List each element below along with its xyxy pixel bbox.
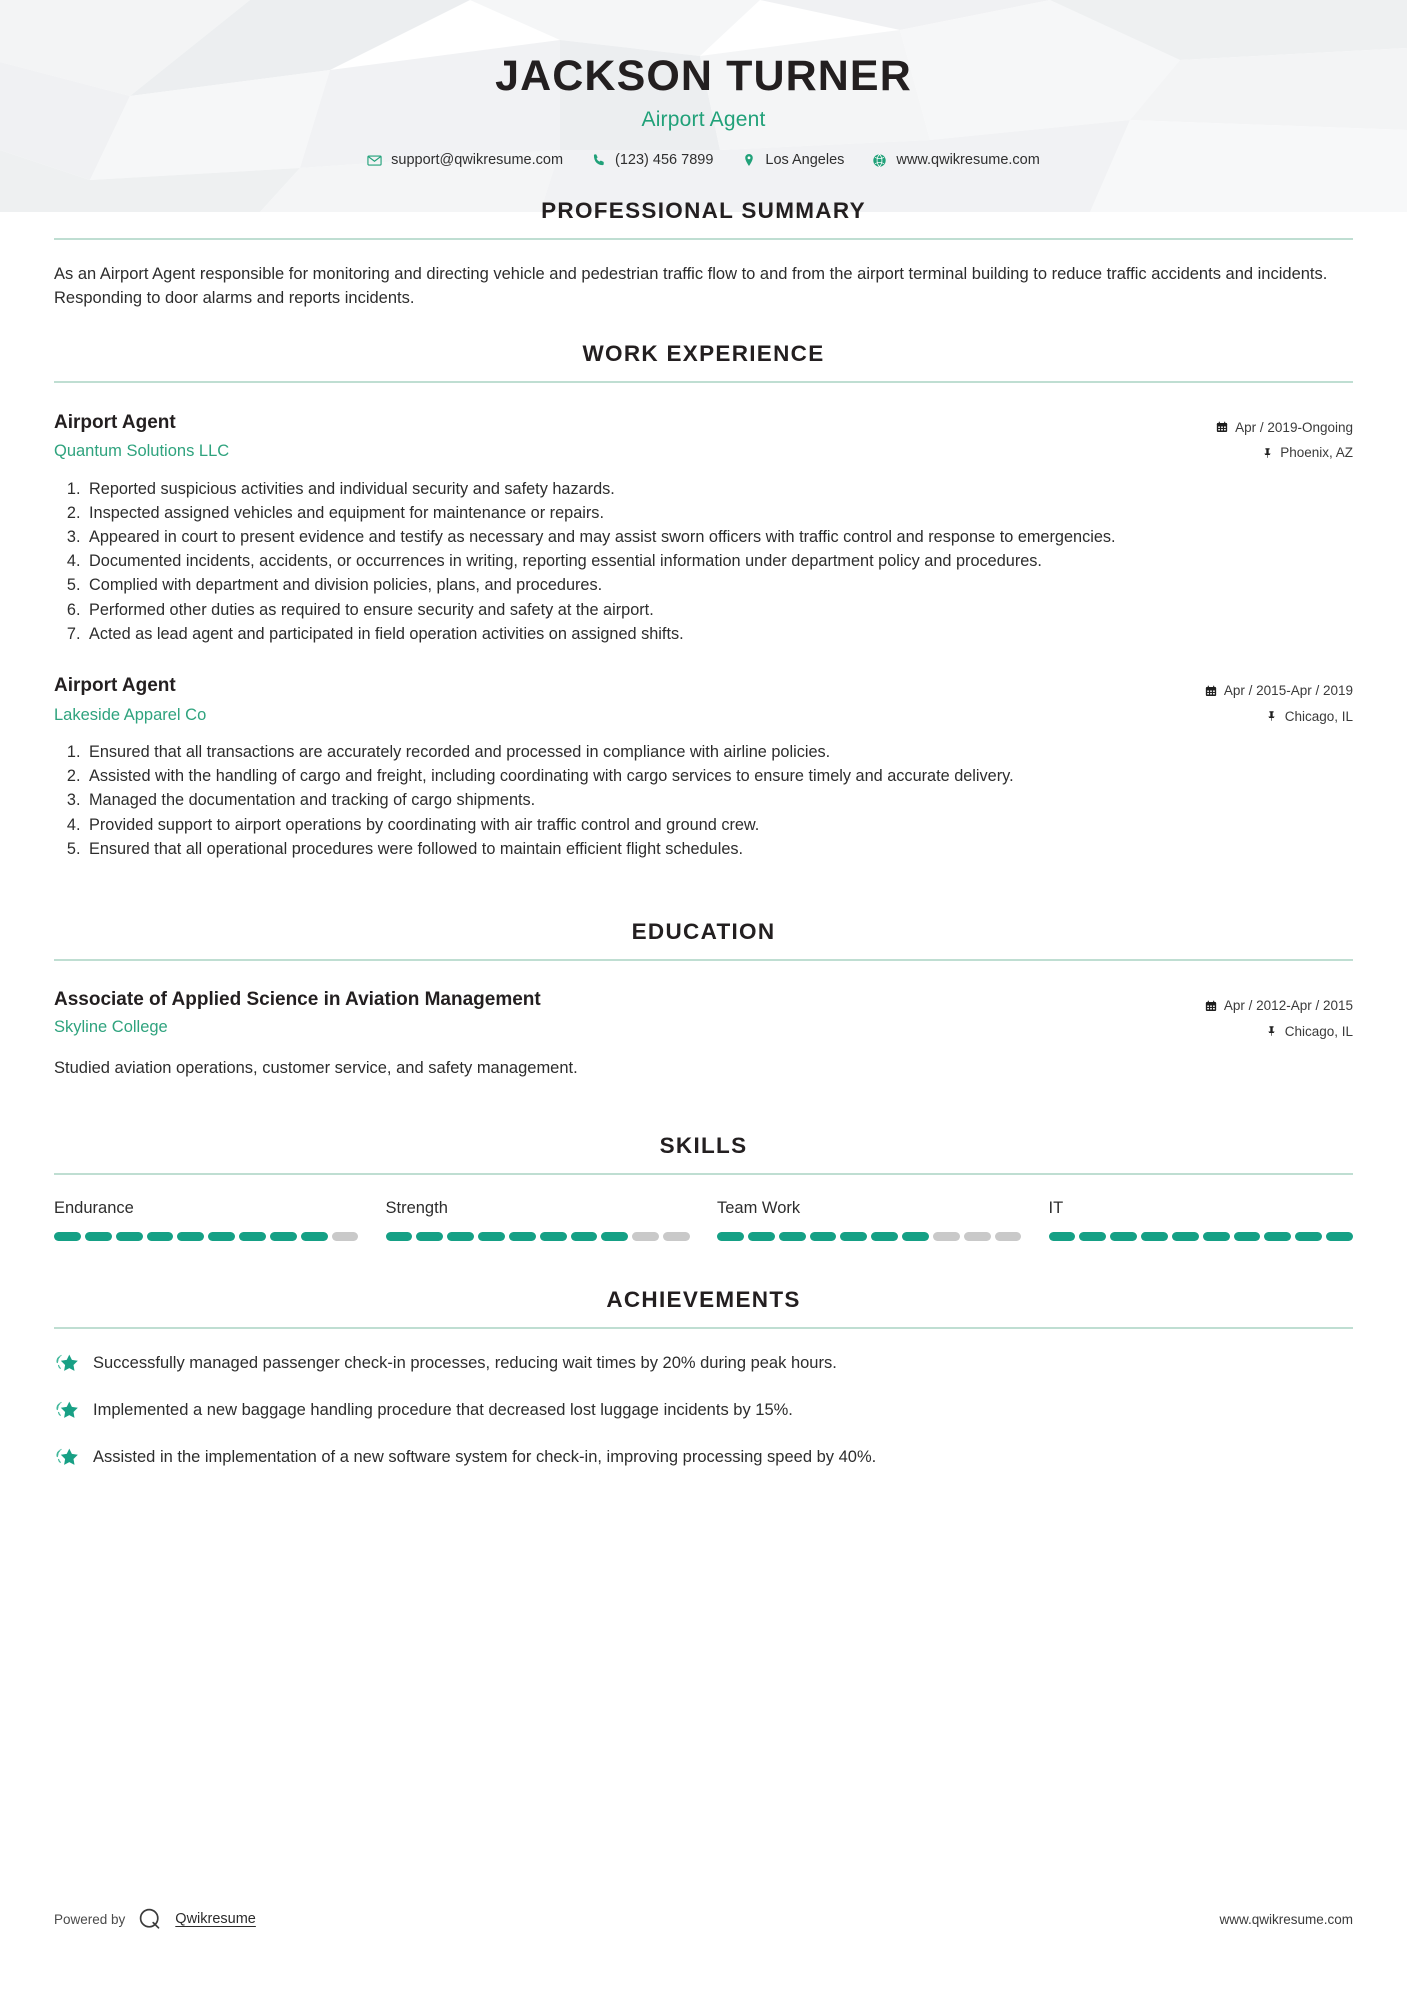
education-description: Studied aviation operations, customer service, and safety management. bbox=[54, 1059, 578, 1078]
skill-segment bbox=[1049, 1232, 1076, 1241]
skill-segment bbox=[1203, 1232, 1230, 1241]
list-item: 4. Documented incidents, accidents, or occurrences in writing, reporting essential information under department policy and procedures. bbox=[85, 550, 1353, 573]
skill-segment bbox=[1110, 1232, 1137, 1241]
qwikresume-logo-icon bbox=[137, 1906, 163, 1932]
skill-segment bbox=[964, 1232, 991, 1241]
experience-entry-meta bbox=[1205, 674, 1353, 729]
contact-location[interactable] bbox=[741, 152, 844, 168]
skill-segment bbox=[748, 1232, 775, 1241]
education-dates-line bbox=[1205, 993, 1353, 1019]
skill-rating-bar bbox=[717, 1232, 1022, 1241]
list-item: 4. Provided support to airport operations by coordinating with air traffic control and ground crew. bbox=[85, 814, 1353, 837]
skill-segment bbox=[632, 1232, 659, 1241]
experience-bullet-list bbox=[54, 478, 1353, 646]
skill-segment bbox=[332, 1232, 359, 1241]
summary-body: As an Airport Agent responsible for monitoring and directing vehicle and pedestrian traffic flow to and from the airport terminal building to reduce traffic accidents and incidents. Responding to door alarms and reports incidents. bbox=[54, 265, 1328, 308]
candidate-job-title: Airport Agent bbox=[641, 108, 766, 132]
section-divider bbox=[54, 1173, 1353, 1175]
achievement-item bbox=[54, 1351, 1353, 1376]
experience-location: Chicago, IL bbox=[1284, 708, 1353, 724]
star-icon bbox=[54, 1399, 80, 1423]
skill-segment bbox=[416, 1232, 443, 1241]
skill-label: Endurance bbox=[54, 1199, 134, 1218]
experience-dates: Apr / 2019-Ongoing bbox=[1235, 419, 1353, 435]
skill-segment bbox=[1326, 1232, 1353, 1241]
skill-segment bbox=[386, 1232, 413, 1241]
section-education bbox=[54, 919, 1353, 1081]
skill-label: Team Work bbox=[717, 1199, 801, 1218]
skill-segment bbox=[663, 1232, 690, 1241]
section-divider bbox=[54, 238, 1353, 240]
education-location-line bbox=[1205, 1019, 1353, 1045]
experience-entry-meta bbox=[1216, 411, 1353, 466]
experience-location: Phoenix, AZ bbox=[1280, 445, 1353, 461]
header-name-block bbox=[54, 0, 1353, 132]
experience-location-line bbox=[1216, 440, 1353, 466]
contact-email[interactable] bbox=[367, 152, 563, 168]
skill-segment bbox=[301, 1232, 328, 1241]
skill-segment bbox=[478, 1232, 505, 1241]
section-work-experience bbox=[54, 341, 1353, 861]
achievement-item bbox=[54, 1398, 1353, 1423]
section-skills bbox=[54, 1133, 1353, 1241]
skill-segment bbox=[147, 1232, 174, 1241]
candidate-name: JACKSON TURNER bbox=[495, 52, 912, 100]
list-item: 5. Complied with department and division policies, plans, and procedures. bbox=[85, 574, 1353, 597]
star-icon bbox=[54, 1352, 80, 1376]
skill-segment bbox=[717, 1232, 744, 1241]
experience-location-line bbox=[1205, 704, 1353, 730]
contact-phone-text: (123) 456 7899 bbox=[615, 152, 714, 169]
contact-website-text: www.qwikresume.com bbox=[896, 152, 1040, 169]
skill-label: Strength bbox=[385, 1199, 448, 1218]
list-item: 1. Ensured that all transactions are accurately recorded and processed in compliance with airline policies. bbox=[85, 741, 1353, 764]
globe-icon bbox=[872, 153, 887, 168]
skill-segment bbox=[810, 1232, 837, 1241]
section-title-summary: PROFESSIONAL SUMMARY bbox=[541, 198, 866, 224]
skill-segment bbox=[840, 1232, 867, 1241]
education-entry bbox=[54, 989, 1353, 1081]
skill-item-endurance bbox=[54, 1199, 359, 1241]
list-item: 1. Reported suspicious activities and individual security and safety hazards. bbox=[85, 478, 1353, 501]
skill-segment bbox=[601, 1232, 628, 1241]
list-item: 3. Managed the documentation and tracking of cargo shipments. bbox=[85, 789, 1353, 812]
section-title-education: EDUCATION bbox=[631, 918, 776, 944]
skill-segment bbox=[208, 1232, 235, 1241]
skill-segment bbox=[447, 1232, 474, 1241]
skill-rating-bar bbox=[386, 1232, 691, 1241]
skill-segment bbox=[1234, 1232, 1261, 1241]
list-item: 2. Assisted with the handling of cargo and freight, including coordinating with cargo services to ensure timely and accurate delivery. bbox=[85, 765, 1353, 788]
achievement-item bbox=[54, 1445, 1353, 1470]
education-degree: Associate of Applied Science in Aviation Management bbox=[54, 988, 541, 1010]
experience-entry bbox=[54, 411, 1353, 646]
pushpin-icon bbox=[1261, 447, 1273, 460]
brand-link[interactable]: Qwikresume bbox=[175, 1911, 256, 1927]
skill-segment bbox=[571, 1232, 598, 1241]
powered-by-label: Powered by bbox=[54, 1911, 126, 1927]
skill-segment bbox=[933, 1232, 960, 1241]
list-item: 5. Ensured that all operational procedures were followed to maintain efficient flight schedules. bbox=[85, 838, 1353, 861]
skill-label: IT bbox=[1048, 1199, 1064, 1218]
skill-segment bbox=[1264, 1232, 1291, 1241]
skill-segment bbox=[1295, 1232, 1322, 1241]
footer-website-url[interactable]: www.qwikresume.com bbox=[1219, 1911, 1353, 1927]
experience-role: Airport Agent bbox=[54, 674, 176, 696]
list-item: 3. Appeared in court to present evidence and testify as necessary and may assist sworn officers with traffic control and response to emergencies. bbox=[85, 526, 1353, 549]
section-divider bbox=[54, 1327, 1353, 1329]
skill-segment bbox=[85, 1232, 112, 1241]
experience-entry-identity bbox=[54, 411, 1216, 463]
contact-location-text: Los Angeles bbox=[765, 152, 845, 169]
experience-bullet-list bbox=[54, 741, 1353, 861]
achievement-text: Successfully managed passenger check-in processes, reducing wait times by 20% during peak hours. bbox=[93, 1354, 837, 1373]
skill-segment bbox=[871, 1232, 898, 1241]
achievement-list bbox=[54, 1351, 1353, 1470]
achievement-text: Assisted in the implementation of a new software system for check-in, improving processing speed by 40%. bbox=[93, 1448, 877, 1467]
achievement-text: Implemented a new baggage handling procedure that decreased lost luggage incidents by 15%. bbox=[93, 1401, 793, 1420]
phone-icon bbox=[591, 153, 606, 168]
skill-segment bbox=[54, 1232, 81, 1241]
experience-role: Airport Agent bbox=[54, 411, 176, 433]
experience-dates: Apr / 2015-Apr / 2019 bbox=[1223, 682, 1353, 698]
list-item: 2. Inspected assigned vehicles and equipment for maintenance or repairs. bbox=[85, 502, 1353, 525]
contact-row bbox=[54, 152, 1353, 168]
calendar-icon bbox=[1205, 684, 1217, 697]
skill-segment bbox=[1079, 1232, 1106, 1241]
footer-branding bbox=[54, 1906, 256, 1932]
skills-grid bbox=[54, 1199, 1353, 1241]
list-item: 7. Acted as lead agent and participated in field operation activities on assigned shifts. bbox=[85, 623, 1353, 646]
education-location: Chicago, IL bbox=[1284, 1023, 1353, 1039]
section-divider bbox=[54, 959, 1353, 961]
star-icon bbox=[54, 1446, 80, 1470]
skill-segment bbox=[177, 1232, 204, 1241]
experience-entry-identity bbox=[54, 674, 1205, 726]
calendar-icon bbox=[1205, 999, 1217, 1012]
experience-dates-line bbox=[1205, 678, 1353, 704]
education-school: Skyline College bbox=[54, 1017, 168, 1036]
experience-entry bbox=[54, 674, 1353, 861]
section-professional-summary bbox=[54, 198, 1353, 311]
envelope-icon bbox=[367, 153, 382, 168]
experience-organization: Lakeside Apparel Co bbox=[54, 705, 207, 724]
skill-segment bbox=[1172, 1232, 1199, 1241]
skill-segment bbox=[995, 1232, 1022, 1241]
section-title-skills: SKILLS bbox=[659, 1133, 748, 1159]
experience-entry-header bbox=[54, 411, 1353, 466]
education-entry-meta bbox=[1205, 989, 1353, 1044]
skill-segment bbox=[270, 1232, 297, 1241]
pushpin-icon bbox=[1266, 710, 1278, 723]
page-footer bbox=[54, 1906, 1353, 1932]
skill-segment bbox=[540, 1232, 567, 1241]
skill-item-strength bbox=[386, 1199, 691, 1241]
skill-segment bbox=[902, 1232, 929, 1241]
skill-item-team-work bbox=[717, 1199, 1022, 1241]
skill-segment bbox=[509, 1232, 536, 1241]
pushpin-icon bbox=[1266, 1025, 1278, 1038]
calendar-icon bbox=[1216, 421, 1228, 434]
map-pin-icon bbox=[741, 153, 756, 168]
contact-email-text: support@qwikresume.com bbox=[391, 152, 564, 169]
skill-segment bbox=[239, 1232, 266, 1241]
skill-item-it bbox=[1049, 1199, 1354, 1241]
list-item: 6. Performed other duties as required to ensure security and safety at the airport. bbox=[85, 599, 1353, 622]
skill-segment bbox=[116, 1232, 143, 1241]
education-entry-identity bbox=[54, 989, 1205, 1037]
contact-website[interactable] bbox=[872, 152, 1039, 168]
skill-rating-bar bbox=[1049, 1232, 1354, 1241]
contact-phone[interactable] bbox=[591, 152, 713, 168]
section-title-achievements: ACHIEVEMENTS bbox=[606, 1287, 801, 1313]
section-divider bbox=[54, 381, 1353, 383]
skill-rating-bar bbox=[54, 1232, 359, 1241]
experience-entry-header bbox=[54, 674, 1353, 729]
skill-segment bbox=[779, 1232, 806, 1241]
section-title-experience: WORK EXPERIENCE bbox=[582, 340, 825, 366]
skill-segment bbox=[1141, 1232, 1168, 1241]
experience-organization: Quantum Solutions LLC bbox=[54, 442, 230, 461]
experience-dates-line bbox=[1216, 415, 1353, 441]
education-entry-header bbox=[54, 989, 1353, 1044]
education-dates: Apr / 2012-Apr / 2015 bbox=[1223, 997, 1353, 1013]
section-achievements bbox=[54, 1287, 1353, 1470]
